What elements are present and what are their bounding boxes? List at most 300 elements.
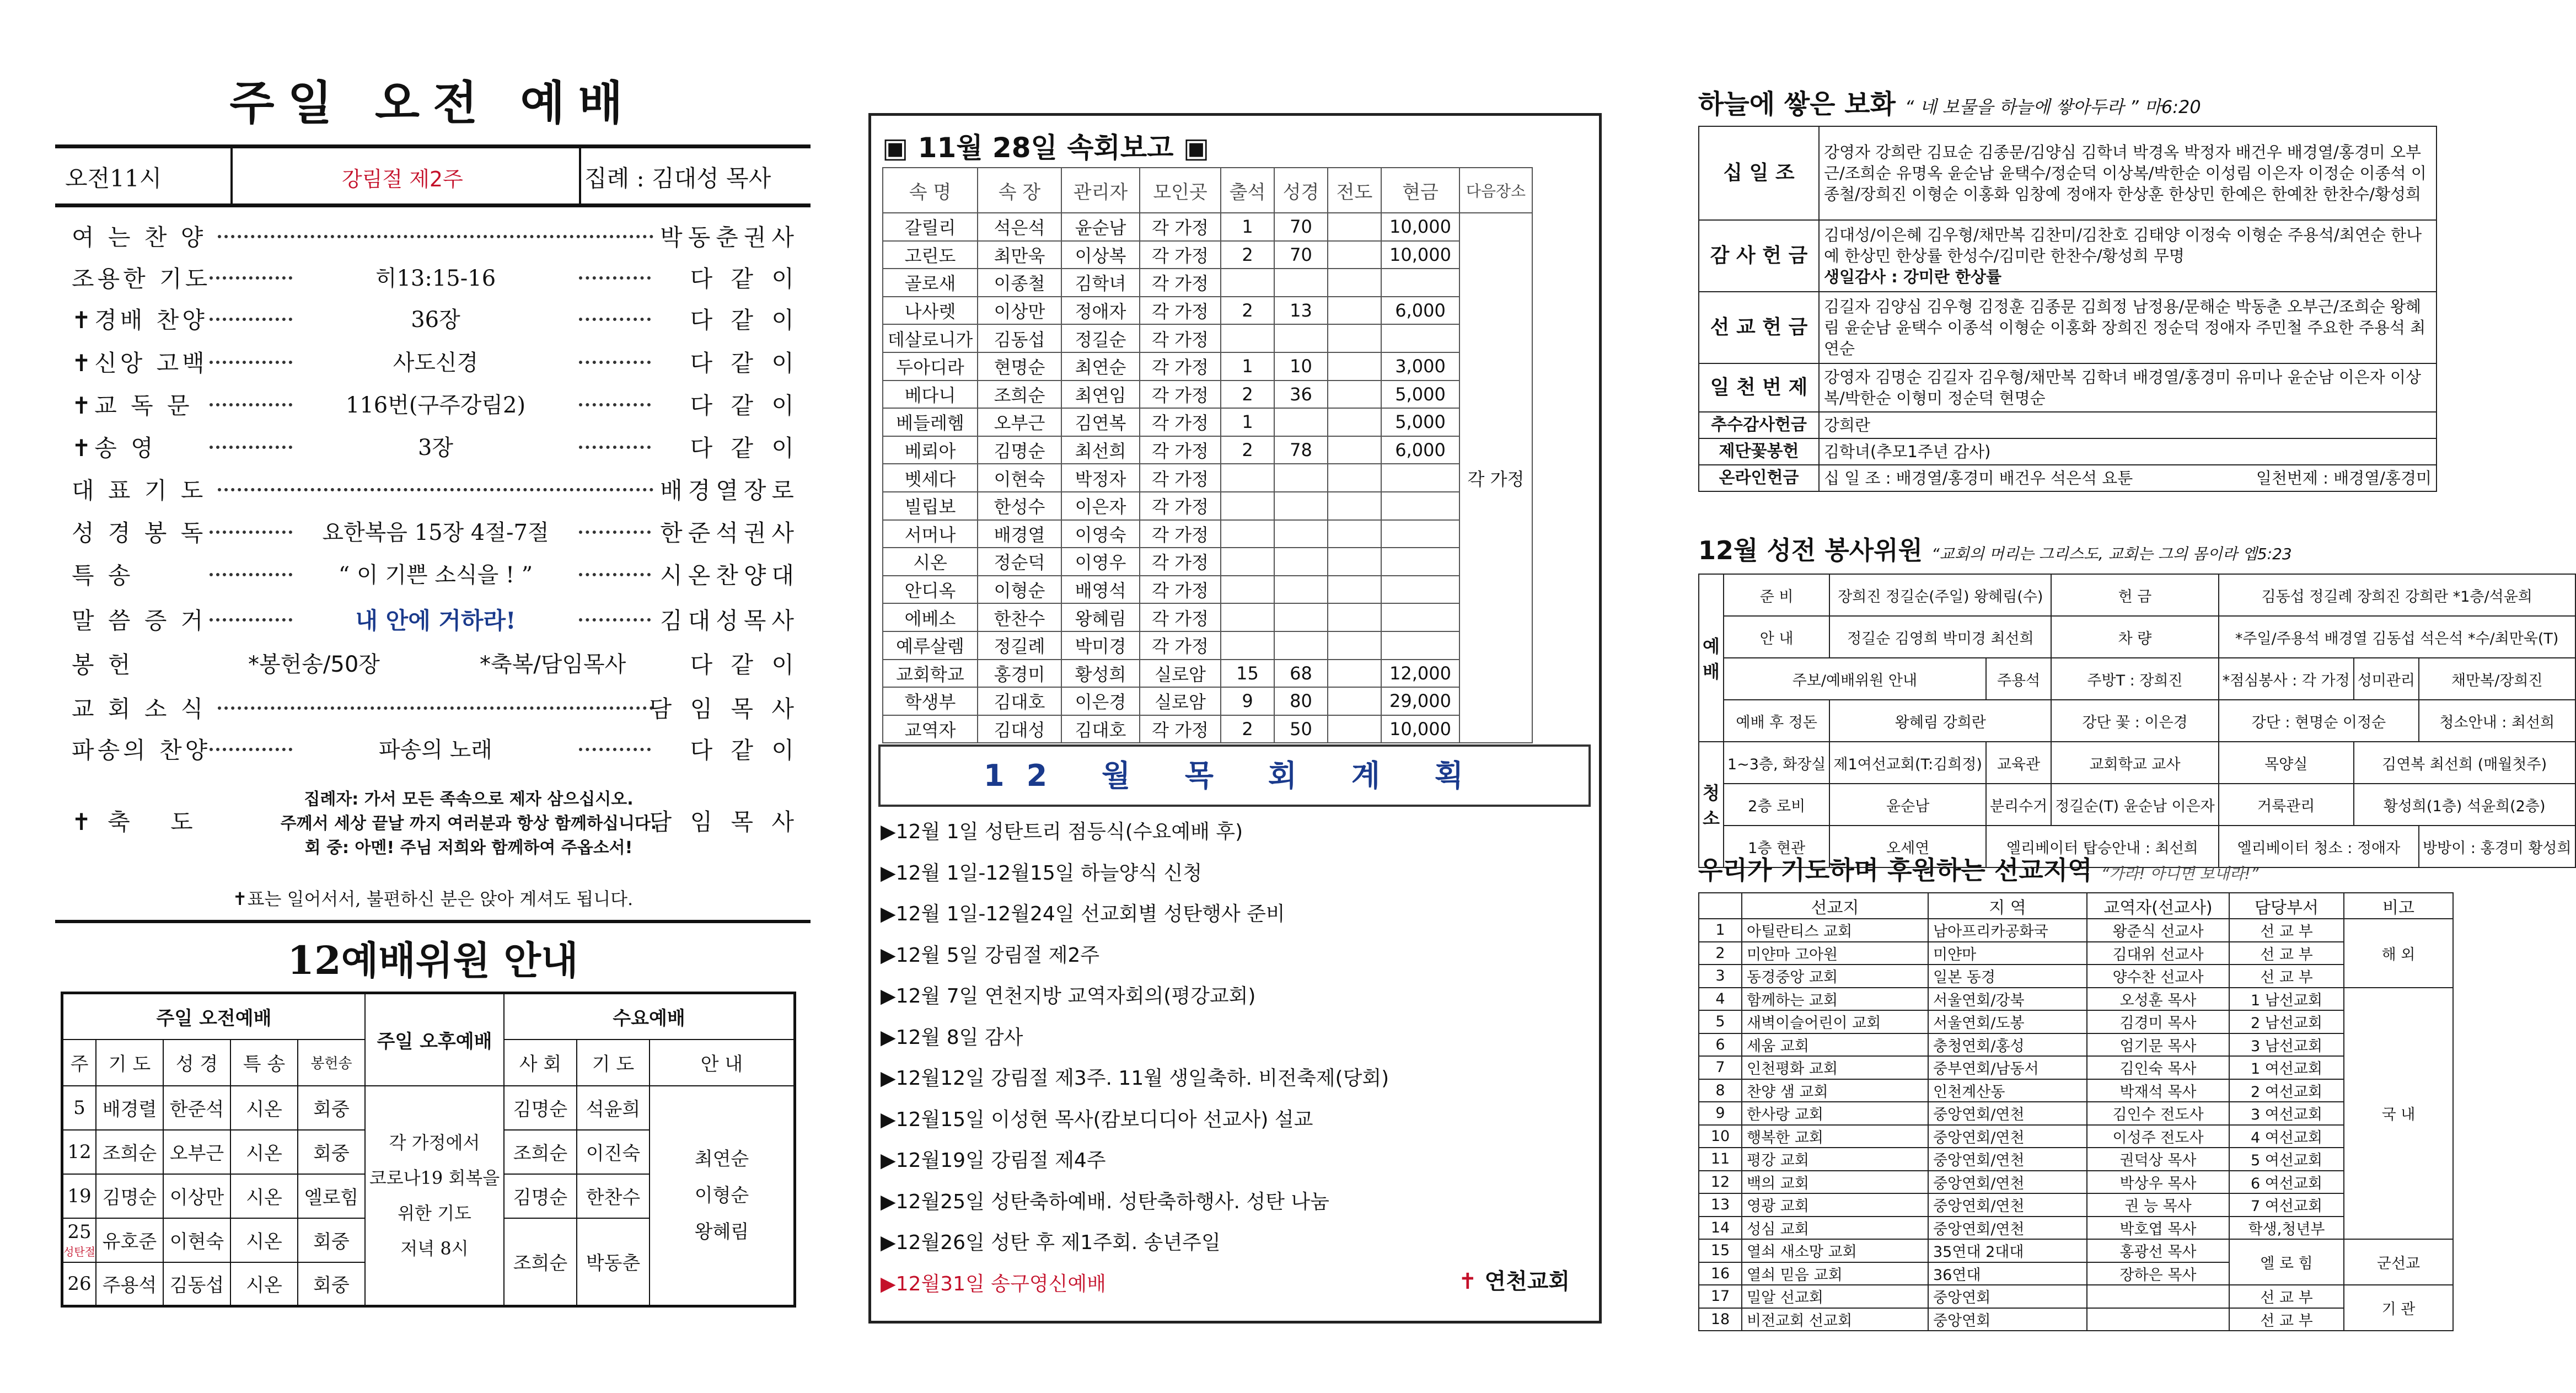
report-cell: 1 <box>1221 213 1274 241</box>
duty-cell: 회중 <box>298 1218 365 1262</box>
report-cell <box>1274 324 1328 352</box>
report-cell <box>1381 576 1459 604</box>
table-row <box>1699 1079 2453 1102</box>
order-leader: 다 같 이 <box>690 737 799 764</box>
order-item <box>72 553 799 589</box>
report-cell: 2 <box>1221 241 1274 269</box>
plan-item: ▶12월19일 강림절 제4주 <box>881 1149 1106 1172</box>
mission-region: 남아프리카공화국 <box>1928 919 2087 942</box>
mission-note: 해 외 <box>2344 919 2453 988</box>
worship-duty-table <box>61 992 796 1308</box>
report-cell: 각 가정 <box>1140 492 1221 520</box>
report-cell: 최선희 <box>1061 436 1140 464</box>
offering-names: 강영자 김명순 김길자 김우형/채만복 김학녀 배경열/홍경미 유미나 윤순남 이은자 이상복/박한순 이형미 정순덕 현명순 <box>1819 363 2437 412</box>
mission-dept: 6 여선교회 <box>2229 1171 2344 1194</box>
offering-type: 제단꽃봉헌 <box>1699 438 1819 465</box>
standing-note: ✝표는 일어서서, 불편하신 분은 앉아 계셔도 됩니다. <box>232 888 634 909</box>
names: 강단 꽃 : 이은경 <box>2051 700 2218 742</box>
order-leader: 배경열장로 <box>660 477 799 504</box>
mission-no: 2 <box>1699 942 1742 965</box>
names: 주용석 <box>1986 658 2051 700</box>
report-cell: 나사렛 <box>883 297 978 325</box>
order-leader: 시온찬양대 <box>660 562 799 589</box>
report-cell <box>1381 324 1459 352</box>
report-cell: 9 <box>1221 687 1274 715</box>
report-cell <box>1221 464 1274 492</box>
area: 분리수거 <box>1986 784 2051 826</box>
order-leader: 다 같 이 <box>690 265 799 292</box>
duty-cell: 오부근 <box>163 1130 230 1174</box>
mission-dept: 4 여선교회 <box>2229 1125 2344 1148</box>
mission-region: 중부연회/남동서 <box>1928 1056 2087 1079</box>
mission-note: 국 내 <box>2344 988 2453 1240</box>
report-cell: 갈릴리 <box>883 213 978 241</box>
leader-dots <box>579 446 651 449</box>
report-cell: 정길례 <box>978 631 1061 660</box>
mission-pastor: 왕준식 선교사 <box>2087 919 2229 942</box>
plan-item: ▶12월15일 이성현 목사(캄보디디아 선교사) 설교 <box>881 1108 1313 1131</box>
order-content: 36장 <box>411 307 460 333</box>
table-row <box>1699 1010 2453 1033</box>
title-text: 하늘에 쌓은 보화 <box>1698 89 1896 120</box>
report-cell: 각 가정 <box>1140 297 1221 325</box>
mission-church: 찬양 샘 교회 <box>1742 1079 1928 1102</box>
names: 장희진 정길순(주일) 왕혜림(수) <box>1829 574 2051 616</box>
report-cell: 13 <box>1274 297 1328 325</box>
report-cell: 황성희 <box>1061 660 1140 688</box>
report-cell: 각 가정 <box>1140 576 1221 604</box>
mission-church: 열쇠 믿음 교회 <box>1742 1262 1928 1285</box>
col-header: 기 도 <box>96 1040 163 1086</box>
report-cell <box>1328 436 1381 464</box>
report-cell: 고린도 <box>883 241 978 269</box>
side-label: 청소 <box>1699 742 1724 867</box>
duty-cell: 시온 <box>230 1086 298 1130</box>
order-item <box>72 598 799 634</box>
mission-no: 5 <box>1699 1010 1742 1033</box>
report-cell <box>1328 324 1381 352</box>
table-row <box>883 687 1532 715</box>
report-cell: 6,000 <box>1381 297 1459 325</box>
mission-pastor <box>2087 1308 2229 1331</box>
report-cell <box>1328 520 1381 548</box>
mission-dept: 1 남선교회 <box>2229 988 2344 1011</box>
duty-cell: 주용석 <box>96 1262 163 1306</box>
col-header: 출석 <box>1221 168 1274 213</box>
report-column <box>868 0 1602 1393</box>
report-cell: 김대호 <box>978 687 1061 715</box>
col-header: 담당부서 <box>2229 893 2344 919</box>
table-row <box>1699 1285 2453 1308</box>
names: 교회학교 교사 <box>2051 742 2218 784</box>
report-cell: 한성수 <box>978 492 1061 520</box>
report-cell: 김학녀 <box>1061 269 1140 297</box>
mission-dept: 2 여선교회 <box>2229 1079 2344 1102</box>
mission-no: 6 <box>1699 1033 1742 1057</box>
col-header: 전도 <box>1328 168 1381 213</box>
benediction-line: 주께서 세상 끝날 까지 여러분과 항상 함께하십니다. <box>280 814 657 833</box>
volunteer-table <box>1698 574 2576 868</box>
col-header: 속 명 <box>883 168 978 213</box>
report-cell <box>1328 381 1381 409</box>
role: 안 내 <box>1724 616 1829 658</box>
report-cell <box>1274 576 1328 604</box>
col-header <box>1699 893 1742 919</box>
names: 김동섭 정길례 장희진 강희란 *1층/석윤희 <box>2219 574 2575 616</box>
leader-dots <box>579 748 651 751</box>
mission-region: 충청연회/홍성 <box>1928 1033 2087 1057</box>
order-label: 봉 헌 <box>72 651 134 678</box>
mission-pastor: 양수찬 선교사 <box>2087 965 2229 988</box>
table-row <box>883 660 1532 688</box>
report-cell <box>1381 492 1459 520</box>
report-cell: 6,000 <box>1381 436 1459 464</box>
offering-column <box>1698 0 2572 1393</box>
report-cell: 각 가정 <box>1140 213 1221 241</box>
wednesday-guide <box>650 1086 795 1306</box>
report-cell: 최연순 <box>1061 352 1140 381</box>
mission-pastor: 엄기문 목사 <box>2087 1033 2229 1057</box>
names: 김연복 최선희 (매월첫주) <box>2354 742 2575 784</box>
group-header: 주일 오전예배 <box>62 993 366 1040</box>
report-cell: 정순덕 <box>978 548 1061 576</box>
col-header: 성 경 <box>163 1040 230 1086</box>
mission-region: 중앙연회/연천 <box>1928 1148 2087 1171</box>
table-row <box>1699 1148 2453 1171</box>
area: 1층 현관 <box>1724 826 1829 867</box>
names: 왕혜림 강희란 <box>1829 700 2051 742</box>
order-label: 파송의 찬양 <box>72 737 211 764</box>
table-row <box>1699 1308 2453 1331</box>
order-leader: 다 같 이 <box>690 350 799 377</box>
mission-region: 중앙연회/연천 <box>1928 1193 2087 1217</box>
report-cell: 예루살렘 <box>883 631 978 660</box>
mission-pastor: 오성훈 목사 <box>2087 988 2229 1011</box>
mission-dept: 선 교 부 <box>2229 1285 2344 1308</box>
offering-type: 온라인헌금 <box>1699 465 1819 491</box>
mission-pastor: 이성주 전도사 <box>2087 1125 2229 1148</box>
report-cell: 각 가정 <box>1140 520 1221 548</box>
report-cell: 80 <box>1274 687 1328 715</box>
order-label: 성 경 봉 독 <box>72 519 207 547</box>
report-cell <box>1221 520 1274 548</box>
col-header: 안 내 <box>650 1040 795 1086</box>
guide-name: 왕혜림 <box>694 1220 749 1243</box>
report-cell: 70 <box>1274 213 1328 241</box>
report-cell: 정길순 <box>1061 324 1140 352</box>
table-row <box>1699 1217 2453 1240</box>
col-header: 주 <box>62 1040 96 1086</box>
birthday-thanks: 생일감사 : 강미란 한상률 <box>1824 267 2002 286</box>
report-cell: 2 <box>1221 715 1274 743</box>
names: 청소안내 : 최선희 <box>2419 700 2575 742</box>
report-cell: 각 가정 <box>1140 381 1221 409</box>
mission-dept: 5 여선교회 <box>2229 1148 2344 1171</box>
report-cell: 각 가정 <box>1140 241 1221 269</box>
duty-cell: 이진숙 <box>577 1130 650 1174</box>
mission-no: 17 <box>1699 1285 1742 1308</box>
offering-title <box>1698 83 2201 121</box>
report-cell: 10 <box>1274 352 1328 381</box>
table-row <box>883 269 1532 297</box>
report-cell: 이영우 <box>1061 548 1140 576</box>
order-item <box>72 468 799 504</box>
mission-church: 성심 교회 <box>1742 1217 1928 1240</box>
role: 주보/예배위원 안내 <box>1724 658 1986 700</box>
leader-dots <box>579 361 651 364</box>
report-cell: 각 가정 <box>1140 269 1221 297</box>
church-logo <box>1458 1264 1570 1295</box>
area: 1~3층, 화장실 <box>1724 742 1829 784</box>
page-title: 주일 오전 예배 <box>229 76 636 130</box>
col-header: 속 장 <box>978 168 1061 213</box>
report-cell: 벳세다 <box>883 464 978 492</box>
report-cell <box>1381 631 1459 660</box>
mission-no: 1 <box>1699 919 1742 942</box>
col-header: 특 송 <box>230 1040 298 1086</box>
report-cell: 빌립보 <box>883 492 978 520</box>
duty-cell: 엘로힘 <box>298 1174 365 1218</box>
report-cell: 1 <box>1221 408 1274 436</box>
table-row <box>1699 988 2453 1011</box>
col-header: 교역자(선교사) <box>2087 893 2229 919</box>
mission-church: 행복한 교회 <box>1742 1125 1928 1148</box>
online-tithe: 십 일 조 : 배경열/홍경미 배건우 석은석 요툰 <box>1819 465 2204 491</box>
col-header: 선교지 <box>1742 893 1928 919</box>
plan-item: ▶12월31일 송구영신예배 <box>881 1272 1106 1295</box>
report-cell <box>1274 520 1328 548</box>
order-leader: 김대성목사 <box>660 607 799 634</box>
title-quote: “ 네 보물을 하늘에 쌓아두라 ” 마6:20 <box>1904 97 2201 117</box>
report-cell: 3,000 <box>1381 352 1459 381</box>
report-cell: 29,000 <box>1381 687 1459 715</box>
offering-type: 선 교 헌 금 <box>1699 292 1819 363</box>
order-content: 파송의 노래 <box>379 737 492 763</box>
order-label: 대 표 기 도 <box>72 477 207 504</box>
col-header: 모인곳 <box>1140 168 1221 213</box>
report-cell: 석은석 <box>978 213 1061 241</box>
names: 강단 : 현명순 이정순 <box>2219 700 2419 742</box>
order-leader: 다 같 이 <box>690 435 799 462</box>
mission-no: 11 <box>1699 1148 1742 1171</box>
report-cell: 베다니 <box>883 381 978 409</box>
duty-cell: 19 <box>62 1174 96 1218</box>
order-label: ✝신앙 고백 <box>72 350 208 377</box>
report-cell <box>1328 213 1381 241</box>
title-text: 12월 성전 봉사위원 <box>1698 535 1923 565</box>
order-label: 말 씀 증 거 <box>72 607 207 634</box>
offering-names: 김길자 김양심 김우형 김정훈 김종문 김희정 남정용/문해순 박동춘 오부근/조희순 왕혜림 윤순남 윤택수 이종석 이형순 이홍화 장희진 정순덕 정애자 주민철 주요한 주용석 최연순 <box>1819 292 2437 363</box>
report-cell: 베들레헴 <box>883 408 978 436</box>
report-cell: 12,000 <box>1381 660 1459 688</box>
area: 2층 로비 <box>1724 784 1829 826</box>
order-leader: 다 같 이 <box>690 307 799 334</box>
liturgical-season: 강림절 제2주 <box>342 167 463 191</box>
title-text: 우리가 기도하며 후원하는 선교지역 <box>1698 855 2092 885</box>
report-cell <box>1221 548 1274 576</box>
mission-pastor: 박재석 목사 <box>2087 1079 2229 1102</box>
order-content: 히13:15-16 <box>375 266 496 291</box>
plan-item: ▶12월 8일 감사 <box>881 1026 1023 1049</box>
mission-note: 기 관 <box>2344 1285 2453 1331</box>
order-content: *봉헌송/50장 <box>248 652 380 677</box>
table-row <box>1699 1125 2453 1148</box>
report-title: ▣ 11월 28일 속회보고 ▣ <box>882 132 1210 164</box>
table-row <box>883 464 1532 492</box>
duty-cell: 유호준 <box>96 1218 163 1262</box>
mission-region: 중앙연회/연천 <box>1928 1217 2087 1240</box>
report-cell: 각 가정 <box>1140 408 1221 436</box>
report-cell: 배경열 <box>978 520 1061 548</box>
names: *점심봉사 : 각 가정 <box>2219 658 2354 700</box>
mission-pastor: 박호엽 목사 <box>2087 1217 2229 1240</box>
mission-pastor: 김대위 선교사 <box>2087 942 2229 965</box>
report-cell: 각 가정 <box>1140 464 1221 492</box>
names: 채만복/장희진 <box>2419 658 2575 700</box>
order-item <box>72 298 799 334</box>
table-row <box>1699 1102 2453 1125</box>
col-header: 관리자 <box>1061 168 1140 213</box>
table-row <box>883 520 1532 548</box>
report-cell: 이종철 <box>978 269 1061 297</box>
report-cell: 오부근 <box>978 408 1061 436</box>
report-cell: 김동섭 <box>978 324 1061 352</box>
mission-pastor: 김경미 목사 <box>2087 1010 2229 1033</box>
duty-cell: 김명순 <box>504 1174 577 1218</box>
table-row <box>883 436 1532 464</box>
report-cell: 최만욱 <box>978 241 1061 269</box>
report-cell: 윤순남 <box>1061 213 1140 241</box>
report-cell <box>1328 631 1381 660</box>
order-item <box>72 687 799 720</box>
report-cell: 78 <box>1274 436 1328 464</box>
duty-cell: 12 <box>62 1130 96 1174</box>
duty-cell: 배경렬 <box>96 1086 163 1130</box>
report-cell <box>1274 464 1328 492</box>
leader-dots <box>218 706 653 710</box>
divider <box>579 148 581 203</box>
table-row <box>883 352 1532 381</box>
side-label: 예배 <box>1699 574 1724 742</box>
area: 교육관 <box>1986 742 2051 784</box>
duty-cell: 김명순 <box>504 1086 577 1130</box>
col-header: 비고 <box>2344 893 2453 919</box>
mission-no: 16 <box>1699 1262 1742 1285</box>
report-cell <box>1328 548 1381 576</box>
online-burnt-offering: 일천번제 : 배경열/홍경미 <box>2204 465 2437 491</box>
mission-no: 18 <box>1699 1308 1742 1331</box>
mission-dept: 7 여선교회 <box>2229 1193 2344 1217</box>
mission-church: 백의 교회 <box>1742 1171 1928 1194</box>
mission-region: 미얀마 <box>1928 942 2087 965</box>
report-cell: 김대성 <box>978 715 1061 743</box>
leader-dots <box>579 318 651 321</box>
duty-cell: 시온 <box>230 1130 298 1174</box>
role: 차 량 <box>2051 616 2218 658</box>
order-label: 조용한 기도 <box>72 265 211 292</box>
report-cell <box>1328 660 1381 688</box>
report-cell: 2 <box>1221 381 1274 409</box>
report-cell: 각 가정 <box>1140 436 1221 464</box>
report-cell: 각 가정 <box>1140 631 1221 660</box>
title-quote: “가라! 아니면 보내라!” <box>2101 865 2259 883</box>
report-cell <box>1328 603 1381 631</box>
mission-dept: 선 교 부 <box>2229 919 2344 942</box>
plan-item: ▶12월 1일 성탄트리 점등식(수요예배 후) <box>881 821 1243 843</box>
report-cell <box>1328 269 1381 297</box>
report-cell: 68 <box>1274 660 1328 688</box>
mission-no: 9 <box>1699 1102 1742 1125</box>
mission-pastor: 김인수 전도사 <box>2087 1102 2229 1125</box>
report-cell <box>1381 464 1459 492</box>
report-cell: 두아디라 <box>883 352 978 381</box>
report-cell: 시온 <box>883 548 978 576</box>
order-item <box>72 383 799 419</box>
report-cell: 베뢰아 <box>883 436 978 464</box>
mission-region: 서울연회/도봉 <box>1928 1010 2087 1033</box>
mission-region: 중앙연회 <box>1928 1308 2087 1331</box>
leader-dots <box>218 235 653 238</box>
report-cell <box>1274 548 1328 576</box>
offering-type: 일 천 번 제 <box>1699 363 1819 412</box>
names-text: 김대성/이은혜 김우형/채만복 김찬미/김찬호 김태양 이정숙 이형순 주용석/최연순 한나예 한상민 한상률 한성수/김미란 한찬수/황성희 무명 <box>1824 226 2422 265</box>
report-cell: 교역자 <box>883 715 978 743</box>
names: *주일/주용석 배경열 김동섭 석은석 *수/최만욱(T) <box>2219 616 2575 658</box>
mission-church: 평강 교회 <box>1742 1148 1928 1171</box>
offering-names: 강희란 <box>1819 412 2437 438</box>
order-label: ✝교 독 문 <box>72 392 193 419</box>
mission-region: 중앙연회/연천 <box>1928 1125 2087 1148</box>
table-row <box>883 297 1532 325</box>
duty-cell: 회중 <box>298 1086 365 1130</box>
report-cell <box>1328 408 1381 436</box>
mission-no: 4 <box>1699 988 1742 1011</box>
week-number: 25 <box>67 1221 92 1243</box>
mission-church: 아틸란티스 교회 <box>1742 919 1928 942</box>
names: 윤순남 <box>1829 784 1986 826</box>
order-item <box>72 215 799 251</box>
plan-item: ▶12월 1일-12월15일 하늘양식 신청 <box>881 861 1203 885</box>
report-cell <box>1381 269 1459 297</box>
report-cell <box>1221 576 1274 604</box>
offering-names: 김학녀(추모1주년 감사) <box>1819 438 2437 465</box>
group-header: 수요예배 <box>504 993 795 1040</box>
report-cell: 각 가정 <box>1140 715 1221 743</box>
table-row <box>1699 1056 2453 1079</box>
order-content: 요한복음 15장 4절-7절 <box>322 520 549 545</box>
leader-dots <box>579 531 651 534</box>
report-cell <box>1328 715 1381 743</box>
note-line: 각 가정에서 <box>389 1132 480 1153</box>
role: 준 비 <box>1724 574 1829 616</box>
mission-pastor: 홍광선 목사 <box>2087 1239 2229 1262</box>
report-cell <box>1328 492 1381 520</box>
offering-type: 추수감사헌금 <box>1699 412 1819 438</box>
duty-cell: 김명순 <box>96 1174 163 1218</box>
report-cell: 한찬수 <box>978 603 1061 631</box>
leader-dots <box>579 403 651 406</box>
order-leader: 다 같 이 <box>690 392 799 419</box>
offering-type: 감 사 헌 금 <box>1699 220 1819 292</box>
mission-dept: 선 교 부 <box>2229 965 2344 988</box>
cell-group-report-table <box>882 167 1533 743</box>
mission-dept: 선 교 부 <box>2229 1308 2344 1331</box>
names: 방방이 : 홍경미 황성희 <box>2419 826 2575 867</box>
note-line: 위한 기도 <box>398 1202 471 1224</box>
order-leader: 담 임 목 사 <box>649 695 799 722</box>
order-item <box>72 256 799 290</box>
report-cell: 김대호 <box>1061 715 1140 743</box>
